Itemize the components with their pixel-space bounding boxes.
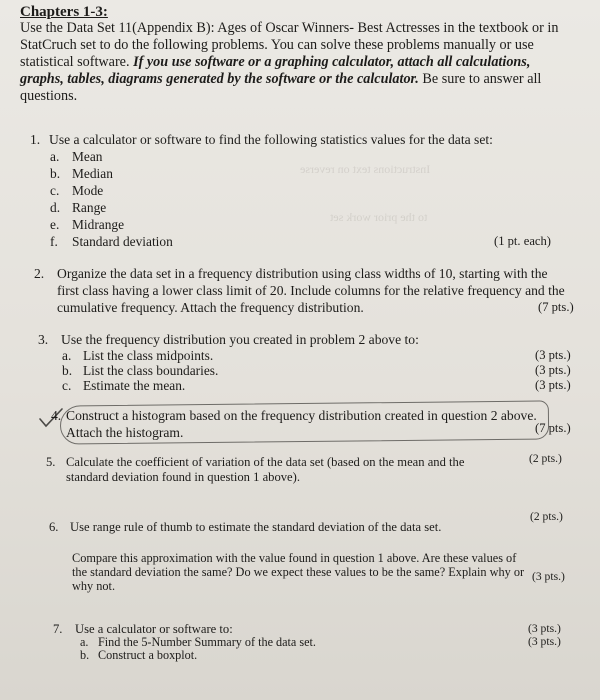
list-item-text: Range bbox=[72, 200, 107, 215]
list-item-letter: c. bbox=[50, 183, 60, 198]
list-item-text: List the class midpoints. bbox=[83, 348, 214, 363]
question-number: 3. bbox=[38, 332, 49, 347]
chapter-heading: Chapters 1-3: bbox=[20, 4, 108, 20]
bleed-through-text: Instructions text on reverse bbox=[300, 162, 431, 176]
question-number: 4. bbox=[51, 408, 62, 423]
points-label: (3 pts.) bbox=[535, 378, 571, 392]
question-text: first class having a lower class limit of 20. Include columns for the relative frequency and the bbox=[57, 283, 565, 298]
instructions-line bbox=[20, 71, 600, 88]
question-text: the standard deviation the same? Do we expect these values to be the same? Explain why or bbox=[72, 565, 525, 579]
list-item-text: Find the 5-Number Summary of the data set. bbox=[98, 635, 316, 649]
points-label: (2 pts.) bbox=[529, 452, 562, 465]
instructions-emphasis: If you use software or a graphing calculator, attach all calculations, bbox=[133, 54, 531, 70]
instructions-line: StatCruch set to do the following problems. You can solve these problems manually or use bbox=[20, 37, 534, 53]
question-text: Construct a histogram based on the frequency distribution created in question 2 above. bbox=[66, 408, 537, 423]
question-text: Use a calculator or software to find the following statistics values for the data set: bbox=[49, 132, 493, 147]
question-number: 2. bbox=[34, 266, 45, 281]
points-label: (7 pts.) bbox=[535, 421, 571, 435]
question-text: cumulative frequency. Attach the frequency distribution. bbox=[57, 300, 364, 315]
list-item-text: Midrange bbox=[72, 217, 125, 232]
list-item-letter: e. bbox=[50, 217, 60, 232]
question-text: standard deviation found in question 1 above). bbox=[66, 470, 300, 484]
question-number: 5. bbox=[46, 455, 56, 469]
question-text: Organize the data set in a frequency distribution using class widths of 10, starting with the bbox=[57, 266, 548, 281]
points-label: (3 pts.) bbox=[528, 622, 561, 635]
list-item-text: Mode bbox=[72, 183, 104, 198]
instructions-emphasis: graphs, tables, diagrams generated by the software or the calculator. bbox=[20, 71, 419, 87]
points-label: (3 pts.) bbox=[532, 570, 565, 583]
list-item-text: Median bbox=[72, 166, 113, 181]
list-item-text: Standard deviation bbox=[72, 234, 173, 249]
question-text: Use range rule of thumb to estimate the standard deviation of the data set. bbox=[70, 520, 442, 534]
instructions-line: Use the Data Set 11(Appendix B): Ages of Oscar Winners- Best Actresses in the textbook or in bbox=[20, 20, 559, 36]
question-text: Compare this approximation with the value found in question 1 above. Are these values of bbox=[72, 551, 517, 565]
list-item-letter: b. bbox=[62, 363, 73, 378]
bleed-through-text: to the prior work set bbox=[330, 210, 428, 224]
points-label: (3 pts.) bbox=[528, 635, 561, 648]
list-item-letter: a. bbox=[80, 635, 89, 649]
points-label: (2 pts.) bbox=[530, 510, 563, 523]
question-number: 6. bbox=[49, 520, 59, 534]
list-item-text: Mean bbox=[72, 149, 103, 164]
instructions-text: statistical software. bbox=[20, 54, 134, 70]
list-item-text: Construct a boxplot. bbox=[98, 648, 198, 662]
question-number: 1. bbox=[30, 132, 41, 147]
list-item-text: List the class boundaries. bbox=[83, 363, 219, 378]
question-text: Use a calculator or software to: bbox=[75, 622, 233, 636]
question-text: Attach the histogram. bbox=[66, 425, 184, 440]
list-item-letter: a. bbox=[50, 149, 60, 164]
list-item-letter: d. bbox=[50, 200, 61, 215]
points-label: (3 pts.) bbox=[535, 348, 571, 362]
points-label: (7 pts.) bbox=[538, 300, 574, 314]
question-text: Use the frequency distribution you created in problem 2 above to: bbox=[61, 332, 419, 347]
list-item-letter: b. bbox=[50, 166, 61, 181]
points-label: (1 pt. each) bbox=[494, 234, 551, 248]
list-item-letter: c. bbox=[62, 378, 72, 393]
points-label: (3 pts.) bbox=[535, 363, 571, 377]
instructions-text: Be sure to answer all bbox=[418, 71, 542, 87]
instructions-paragraph bbox=[20, 20, 600, 105]
question-number: 7. bbox=[53, 622, 63, 636]
list-item-letter: b. bbox=[80, 648, 90, 662]
instructions-line: questions. bbox=[20, 88, 78, 104]
question-text: why not. bbox=[72, 579, 116, 593]
list-item-letter: a. bbox=[62, 348, 72, 363]
list-item-letter: f. bbox=[50, 234, 58, 249]
list-item-text: Estimate the mean. bbox=[83, 378, 186, 393]
question-text: Calculate the coefficient of variation of the data set (based on the mean and the bbox=[66, 455, 465, 469]
instructions-line bbox=[20, 54, 600, 71]
